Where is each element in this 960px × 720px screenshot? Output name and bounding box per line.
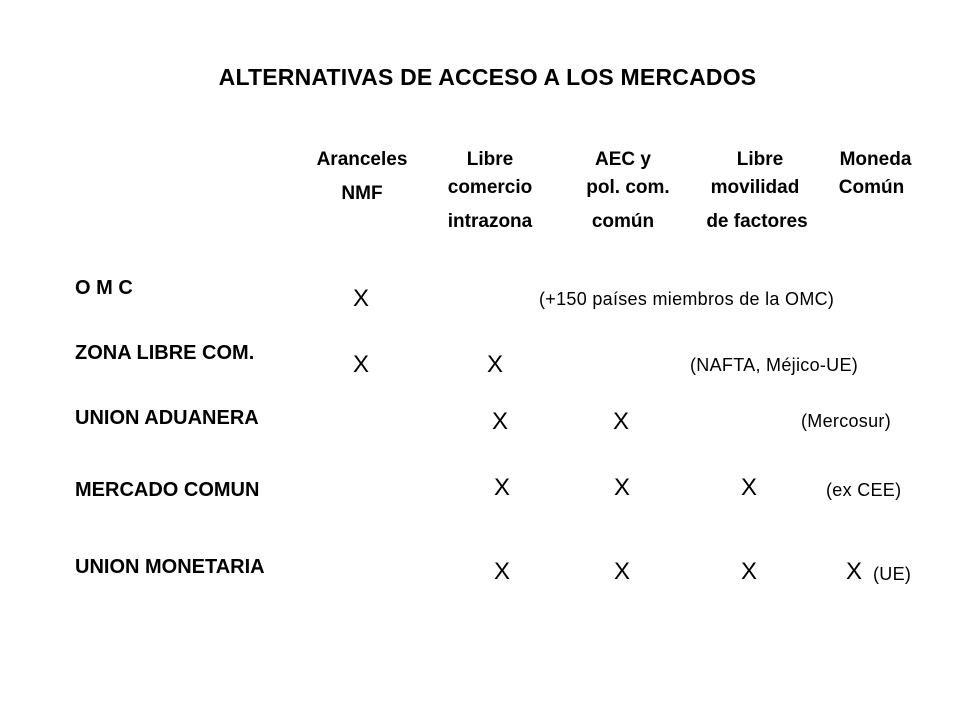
row-label-union-monetaria: UNION MONETARIA [75,556,265,578]
row-label-zona-libre-comercio: ZONA LIBRE COM. [75,342,255,364]
mark-monetaria-libre-comercio: X [494,558,511,585]
column-header-libre-movilidad-line2: movilidad [710,177,800,198]
mark-mercado-libre-movilidad: X [741,474,758,501]
column-header-aec-line1: AEC y [595,149,651,170]
note-mercado-comun: (ex CEE) [826,480,902,500]
mark-aduanera-libre-comercio: X [492,408,509,435]
mark-monetaria-moneda: X [846,558,863,585]
column-header-aranceles-line2: NMF [341,183,383,204]
mark-monetaria-aec: X [614,558,631,585]
row-label-omc: O M C [75,277,133,299]
column-header-moneda-line2: Común [838,177,905,198]
note-zona-libre-comercio: (NAFTA, Méjico-UE) [690,355,859,375]
note-union-monetaria: (UE) [873,564,912,584]
column-header-aranceles-line1: Aranceles [316,149,408,170]
note-omc: (+150 países miembros de la OMC) [539,289,835,309]
column-header-libre-comercio-line1: Libre [466,149,514,170]
row-label-union-aduanera: UNION ADUANERA [75,407,259,429]
mark-omc-aranceles: X [353,285,370,312]
slide-title: ALTERNATIVAS DE ACCESO A LOS MERCADOS [218,64,757,90]
column-header-libre-comercio-line3: intrazona [447,211,533,232]
note-union-aduanera: (Mercosur) [801,411,892,431]
mark-aduanera-aec: X [613,408,630,435]
column-header-aec-line3: común [591,211,655,232]
row-label-mercado-comun: MERCADO COMUN [75,479,260,501]
mark-zona-aranceles: X [353,351,370,378]
mark-mercado-aec: X [614,474,631,501]
mark-mercado-libre-comercio: X [494,474,511,501]
mark-monetaria-libre-movilidad: X [741,558,758,585]
column-header-aec-line2: pol. com. [586,177,670,198]
column-header-libre-movilidad-line3: de factores [706,211,808,232]
column-header-moneda-line1: Moneda [839,149,912,170]
column-header-libre-comercio-line2: comercio [447,177,533,198]
column-header-libre-movilidad-line1: Libre [736,149,784,170]
mark-zona-libre-comercio: X [487,351,504,378]
